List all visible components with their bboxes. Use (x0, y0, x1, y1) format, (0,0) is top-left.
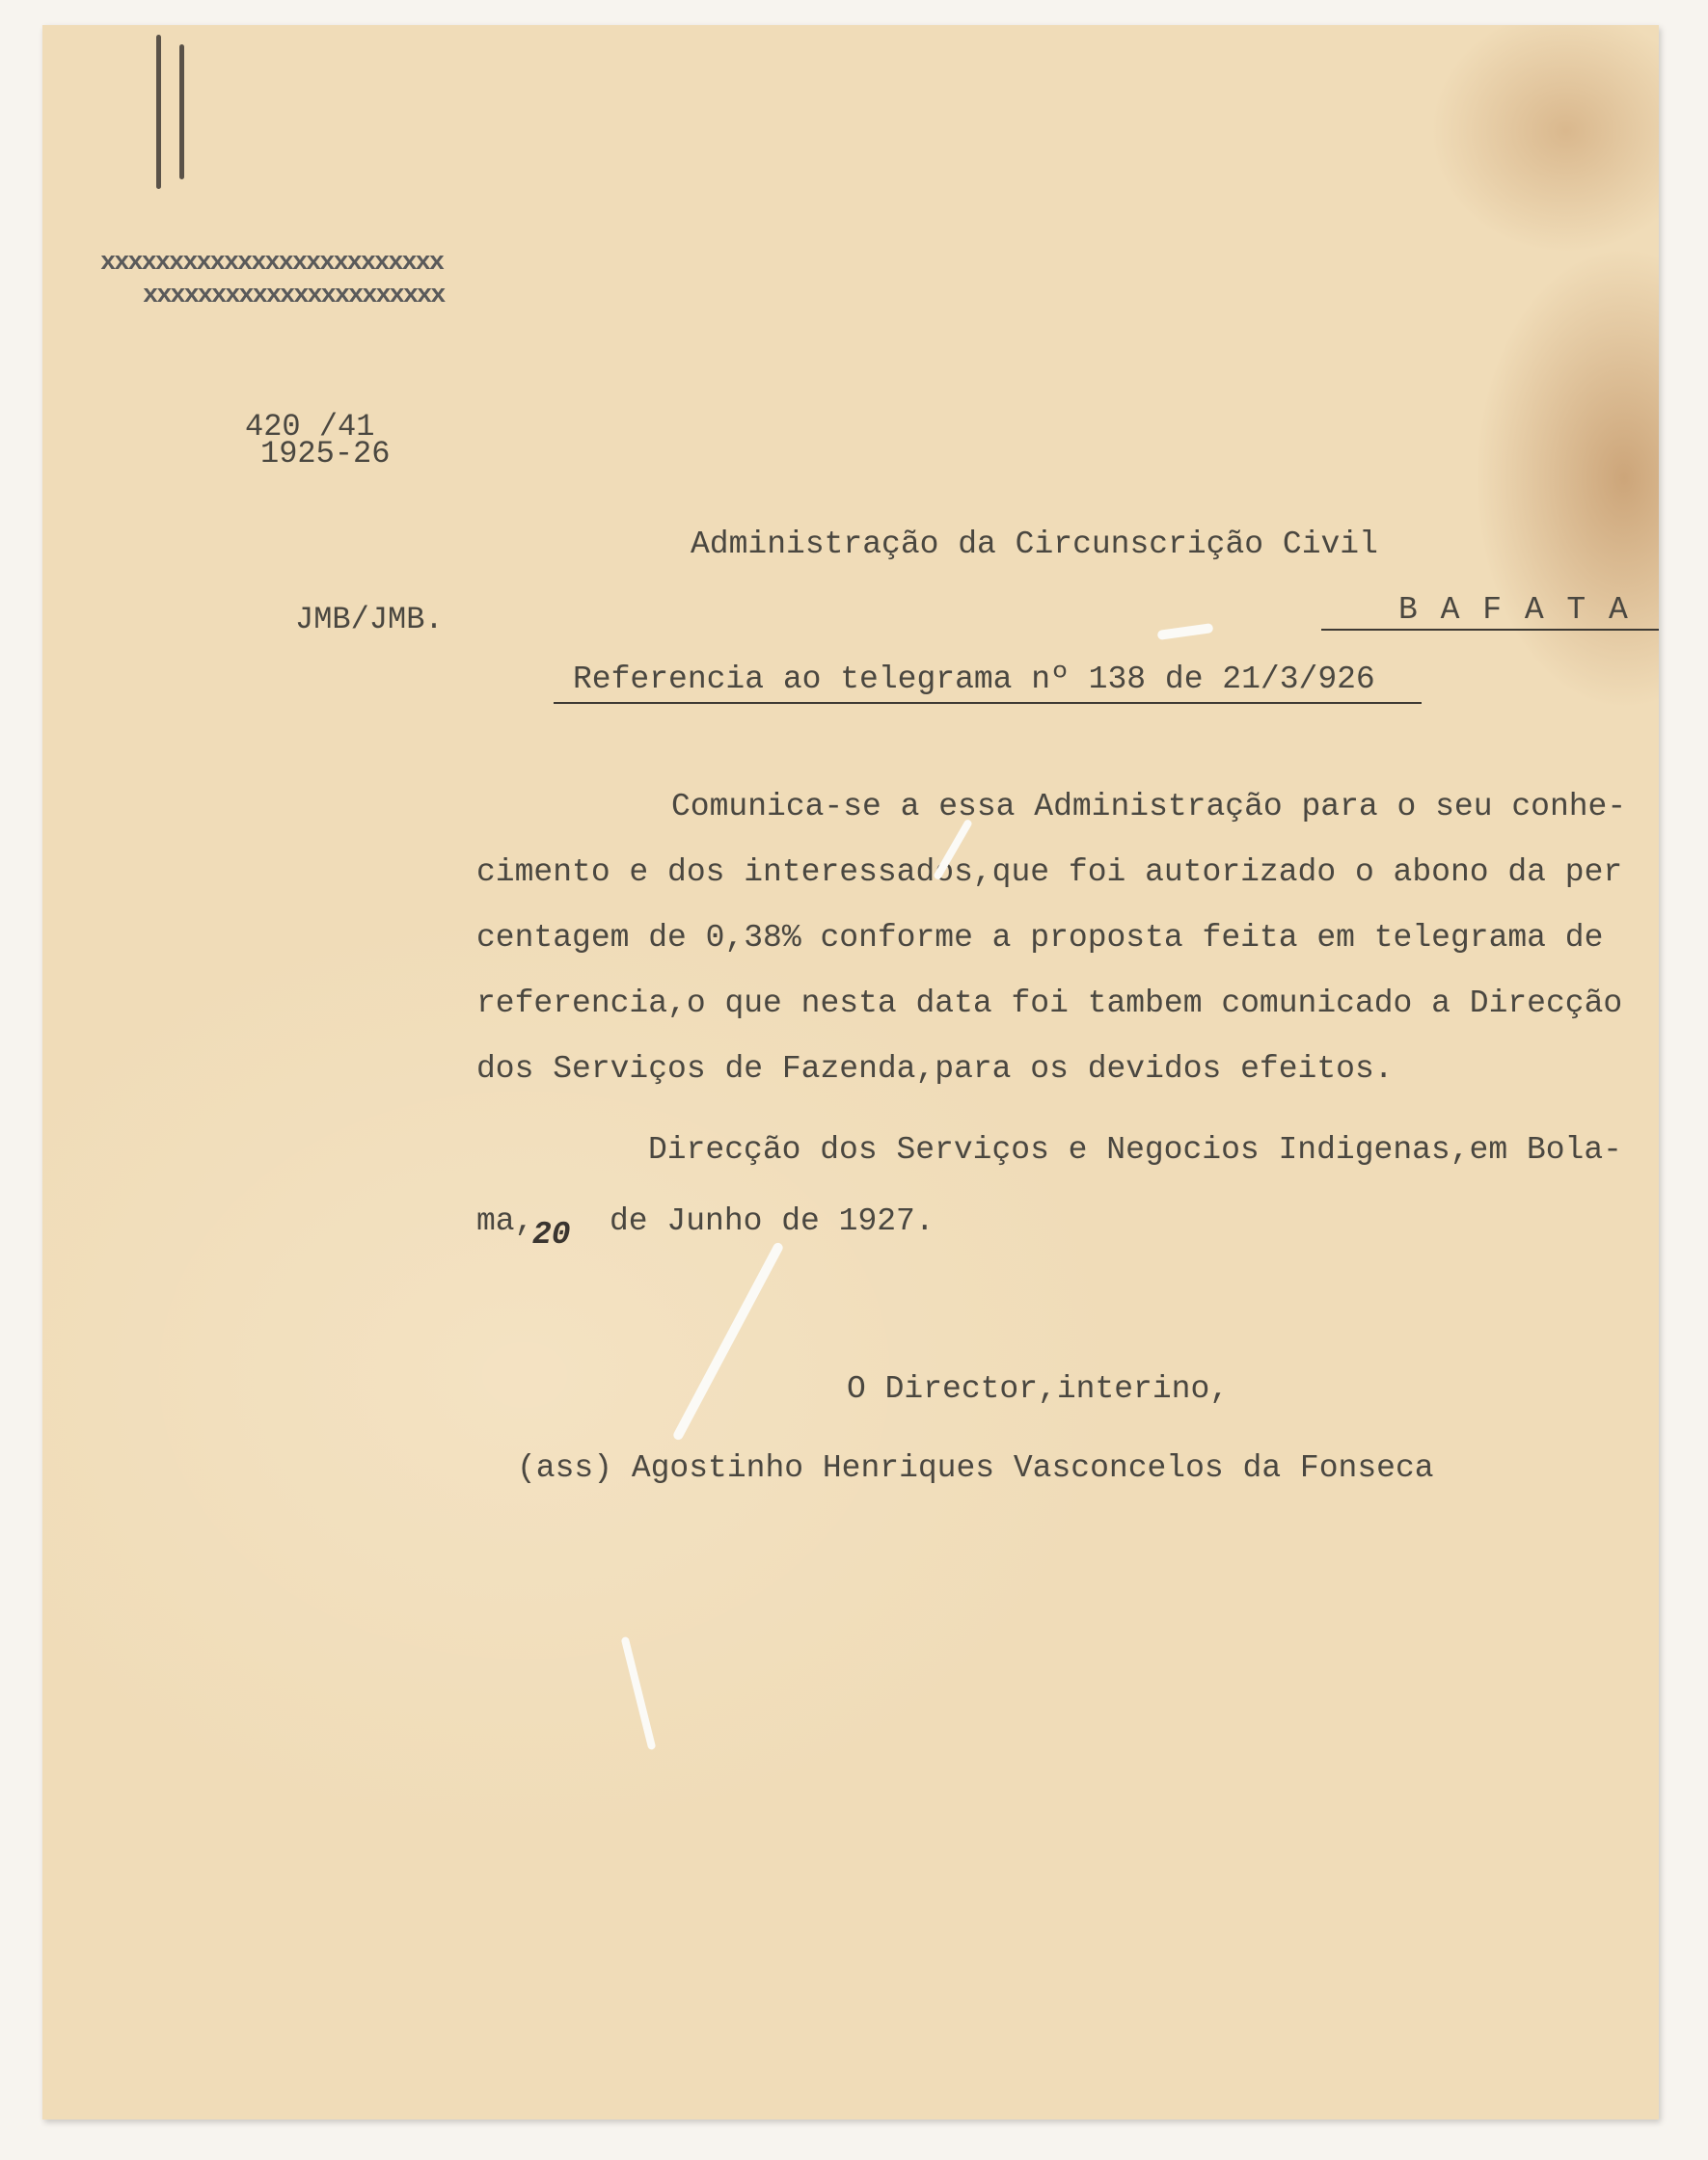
place-line-end: ma, (476, 1203, 534, 1239)
staple-mark (156, 35, 161, 189)
paper-tear (621, 1636, 657, 1750)
addressee: Administração da Circunscrição Civil (691, 526, 1378, 562)
paper-tear (1157, 623, 1214, 640)
subject-line: Referencia ao telegrama nº 138 de 21/3/926 (573, 662, 1375, 697)
document-page (42, 25, 1659, 2120)
staple-mark (179, 44, 184, 179)
date-text: de Junho de 1927. (610, 1203, 935, 1239)
reference-years: 1925-26 (260, 436, 391, 472)
location: B A F A T A (1398, 592, 1630, 628)
signatory-name: (ass) Agostinho Henriques Vasconcelos da Fonseca (517, 1450, 1434, 1486)
struck-out-line-2: xxxxxxxxxxxxxxxxxxxxxx (143, 282, 445, 310)
body-line: referencia,o que nesta data foi tambem comunicado a Direcção (476, 986, 1623, 1021)
reference-number: 420 /41 (245, 409, 375, 445)
body-line: cimento e dos interessados,que foi autorizado o abono da per (476, 854, 1623, 890)
location-underline (1321, 629, 1659, 631)
struck-out-line-1: xxxxxxxxxxxxxxxxxxxxxxxxx (100, 249, 444, 278)
handwritten-day: 20 (532, 1217, 571, 1253)
place-line: Direcção dos Serviços e Negocios Indigenas,em Bola- (648, 1132, 1622, 1168)
paper-tear (672, 1241, 785, 1442)
signatory-title: O Director,interino, (847, 1371, 1230, 1407)
body-line: Comunica-se a essa Administração para o seu conhe- (671, 789, 1627, 824)
body-line: dos Serviços de Fazenda,para os devidos efeitos. (476, 1051, 1394, 1087)
body-line: centagem de 0,38% conforme a proposta feita em telegrama de (476, 920, 1604, 956)
typist-initials: JMB/JMB. (295, 602, 444, 637)
subject-underline (554, 702, 1422, 704)
